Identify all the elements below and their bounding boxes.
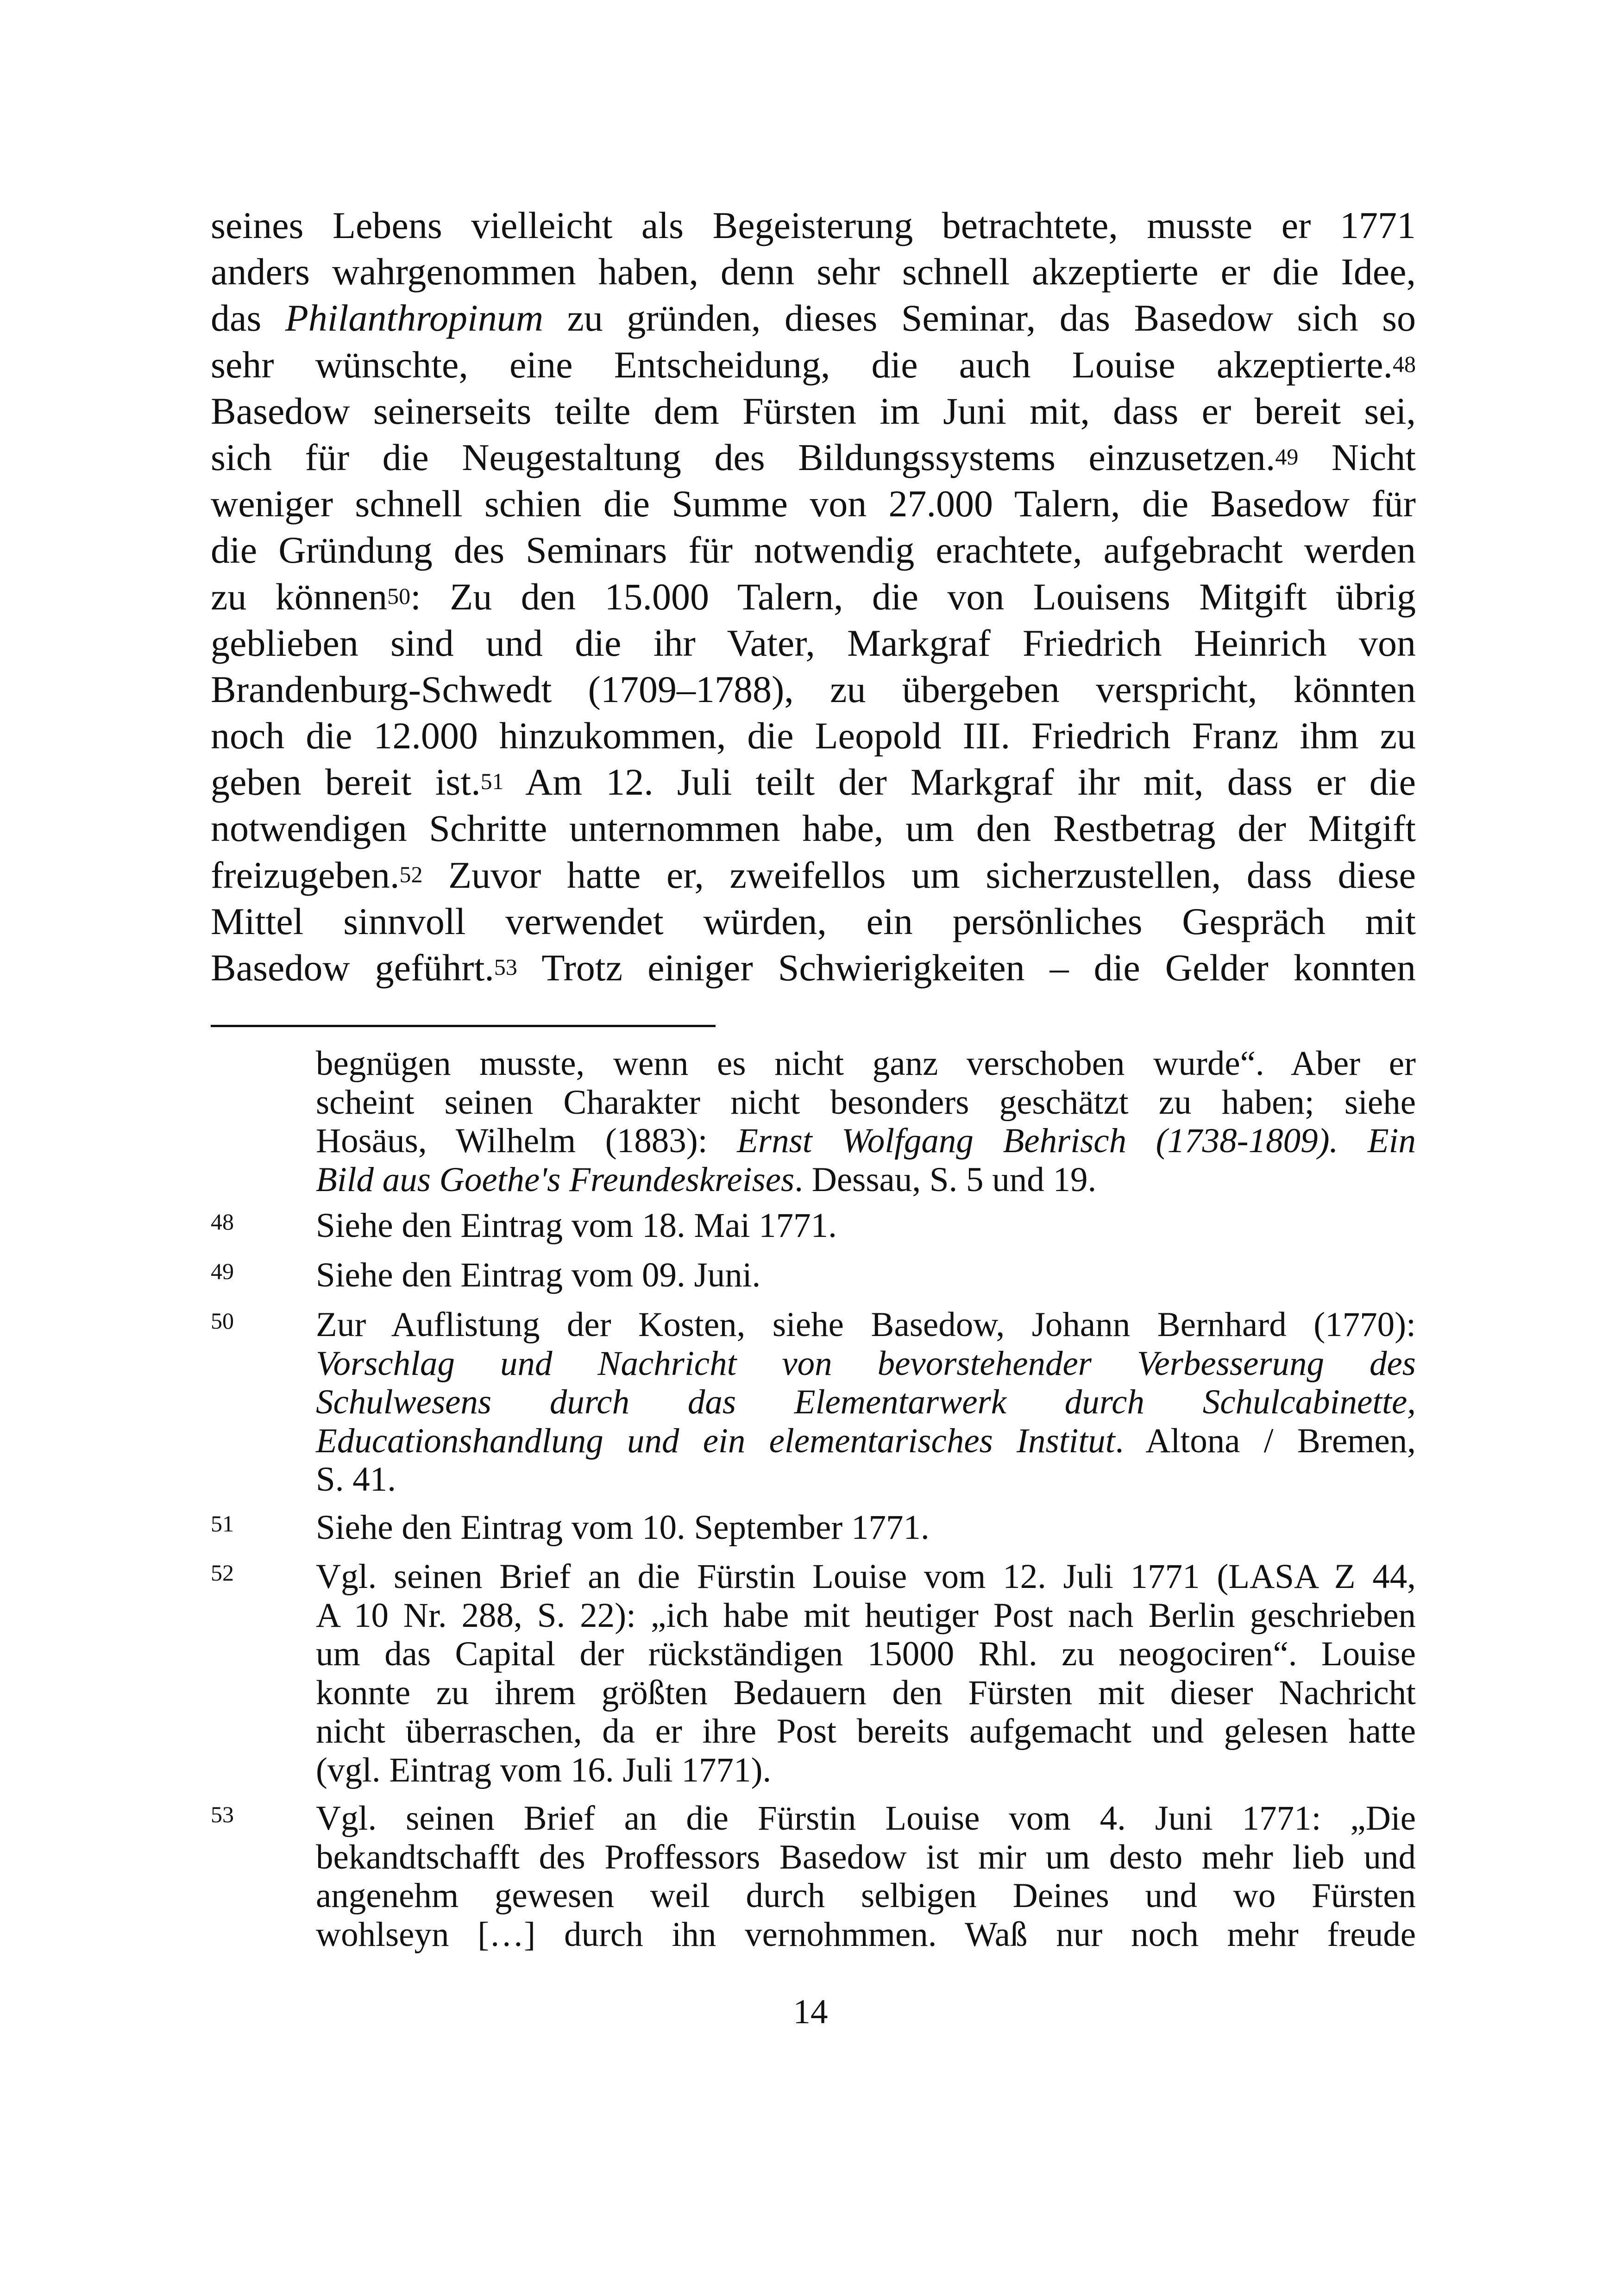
text-run: Vgl. seinen Brief an die Fürstin Louise vom 12. Juli 1771 (LASA Z 44, [316,1557,1416,1596]
footnote-text [316,1256,1416,1295]
footnote-separator [211,1025,716,1027]
text-run: geben bereit ist. [211,761,481,803]
body-line [211,295,1416,341]
footnote-line [316,1422,1416,1461]
italic-text: Educationshandlung und ein elementarisches Institut [316,1421,1115,1460]
text-run: freizugeben. [211,853,400,896]
footnote-line [316,1712,1416,1751]
footnote-line [316,1256,1416,1295]
text-run: S. 41. [316,1460,396,1499]
footnote-reference: 53 [494,954,517,980]
footnote-reference: 48 [1393,351,1416,377]
text-run: notwendigen Schritte unternommen habe, um den Restbetrag der Mitgift [211,807,1416,850]
footnote-text [316,1305,1416,1499]
body-line [211,202,1416,249]
footnote-line [316,1344,1416,1383]
body-line [211,527,1416,573]
text-run: angenehm gewesen weil durch selbigen Deines und wo Fürsten [316,1876,1416,1915]
footnote-text [316,1557,1416,1789]
text-run: seines Lebens vielleicht als Begeisterung betrachtete, musste er 1771 [211,204,1416,246]
italic-text: Schulwesens durch das Elementarwerk durch Schulcabinette, [316,1383,1416,1421]
footnote-line [316,1799,1416,1838]
text-run: scheint seinen Charakter nicht besonders geschätzt zu haben; siehe [316,1083,1416,1122]
body-line [211,574,1416,620]
body-line [211,249,1416,295]
text-run: wohlseyn […] durch ihn vernohmmen. Waß nur noch mehr freude [316,1915,1416,1954]
body-line [211,481,1416,527]
text-run: zu gründen, dieses Seminar, das Basedow sich so [543,297,1416,339]
italic-text: Ernst Wolfgang Behrisch (1738-1809). Ein [737,1122,1416,1160]
footnote-reference: 49 [1275,443,1299,470]
text-run: bekandtschafft des Proffessors Basedow ist mir um desto mehr lieb und [316,1838,1416,1876]
text-run: Brandenburg-Schwedt (1709–1788), zu übergeben verspricht, könnten [211,668,1416,710]
footnote-text [316,1799,1416,1954]
body-line [211,666,1416,713]
footnote-line [316,1838,1416,1877]
text-run: Basedow seinerseits teilte dem Fürsten im Juni mit, dass er bereit sei, [211,389,1416,432]
page-number: 14 [793,1993,828,2031]
body-line [211,388,1416,434]
text-run: (vgl. Eintrag vom 16. Juli 1771). [316,1750,772,1789]
footnote-line [316,1122,1416,1161]
text-run: Nicht [1298,436,1416,478]
footnote-line [316,1915,1416,1954]
body-line [211,342,1416,388]
footnote-text [316,1206,1416,1245]
footnote-line [316,1383,1416,1422]
text-run: anders wahrgenommen haben, denn sehr schnell akzeptierte er die Idee, [211,251,1416,293]
text-run: : Zu den 15.000 Talern, die von Louisens Mitgift übrig [410,575,1416,618]
footnote-text [316,1044,1416,1199]
footnote-number: 52 [211,1560,234,1586]
text-run: . Dessau, S. 5 und 19. [794,1160,1097,1199]
body-line [211,713,1416,759]
footnote-line [316,1044,1416,1083]
text-run: . Altona / Bremen, [1115,1421,1416,1460]
text-run: Siehe den Eintrag vom 09. Juni. [316,1256,761,1294]
footnote-line [316,1876,1416,1915]
text-run: Zuvor hatte er, zweifellos um sicherzustellen, dass diese [422,853,1416,896]
body-line [211,945,1416,991]
footnote-text [316,1508,1416,1547]
text-run: Siehe den Eintrag vom 18. Mai 1771. [316,1206,837,1245]
text-run: sich für die Neugestaltung des Bildungssystems einzusetzen. [211,436,1275,478]
footnote-line [316,1083,1416,1122]
italic-text: Bild aus Goethe's Freundeskreises [316,1160,795,1199]
footnote-line [316,1460,1416,1499]
text-run: um das Capital der rückständigen 15000 Rhl. zu neogociren“. Louise [316,1635,1416,1673]
footnote-number: 51 [211,1511,234,1537]
text-run: Zur Auflistung der Kosten, siehe Basedow, Johann Bernhard (1770): [316,1305,1416,1344]
text-run: zu können [211,575,388,618]
text-run: Vgl. seinen Brief an die Fürstin Louise vom 4. Juni 1771: „Die [316,1799,1416,1838]
text-run: die Gründung des Seminars für notwendig erachtete, aufgebracht werden [211,529,1416,571]
text-run: geblieben sind und die ihr Vater, Markgraf Friedrich Heinrich von [211,621,1416,664]
text-run: Siehe den Eintrag vom 10. September 1771. [316,1508,930,1547]
footnote-line [316,1161,1416,1199]
text-run: Basedow geführt. [211,947,494,989]
footnote-line [316,1305,1416,1344]
text-run: konnte zu ihrem größten Bedauern den Fürsten mit dieser Nachricht [316,1673,1416,1712]
footnote-line [316,1635,1416,1674]
body-line [211,898,1416,945]
footnote-line [316,1508,1416,1547]
footnote-reference: 52 [399,861,423,887]
body-line [211,759,1416,805]
italic-text: Philanthropinum [285,297,544,339]
main-text [211,202,1416,991]
footnote-number: 48 [211,1209,234,1235]
footnote-line [316,1674,1416,1713]
footnote-reference: 50 [387,583,411,609]
body-line [211,852,1416,898]
footnote-line [316,1751,1416,1790]
text-run: Mittel sinnvoll verwendet würden, ein persönliches Gespräch mit [211,900,1416,942]
footnote-line [316,1557,1416,1596]
body-line [211,805,1416,852]
footnote-line [316,1206,1416,1245]
text-run: noch die 12.000 hinzukommen, die Leopold III. Friedrich Franz ihm zu [211,715,1416,757]
text-run: das [211,297,285,339]
text-run: nicht überraschen, da er ihre Post bereits aufgemacht und gelesen hatte [316,1712,1416,1750]
footnote-reference: 51 [480,768,504,795]
text-run: begnügen musste, wenn es nicht ganz verschoben wurde“. Aber er [316,1044,1416,1083]
text-run: weniger schnell schien die Summe von 27.000 Talern, die Basedow für [211,483,1416,525]
footnote-number: 49 [211,1258,234,1284]
text-run: A 10 Nr. 288, S. 22): „ich habe mit heutiger Post nach Berlin geschrieben [316,1596,1416,1635]
text-run: sehr wünschte, eine Entscheidung, die auch Louise akzeptierte. [211,343,1393,386]
text-run: Hosäus, Wilhelm (1883): [316,1122,737,1160]
text-run: Am 12. Juli teilt der Markgraf ihr mit, dass er die [503,761,1416,803]
footnote-number: 50 [211,1308,234,1334]
footnote-number: 53 [211,1801,234,1827]
body-line [211,434,1416,481]
footnote-line [316,1596,1416,1635]
text-run: Trotz einiger Schwierigkeiten – die Gelder konnten [517,947,1416,989]
body-line [211,620,1416,666]
italic-text: Vorschlag und Nachricht von bevorstehender Verbesserung des [316,1344,1416,1383]
